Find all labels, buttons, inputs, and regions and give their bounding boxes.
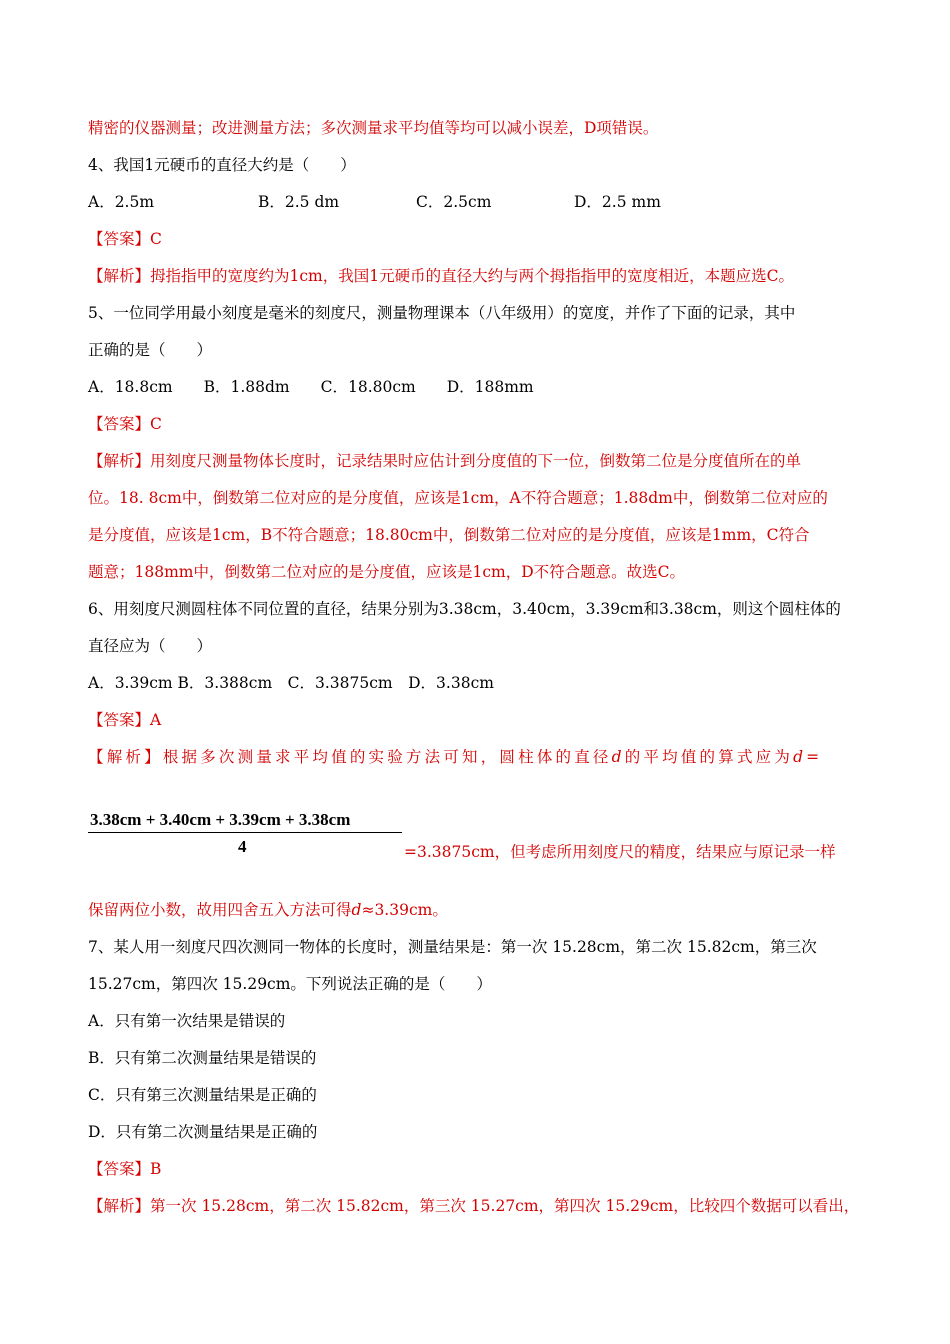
answer-4 xyxy=(88,229,162,249)
answer-tag: 【答案】 xyxy=(88,415,151,433)
question-7-option-a: A．只有第一次结果是错误的 xyxy=(88,1012,286,1030)
answer-value: C xyxy=(150,230,162,248)
variable-d: d xyxy=(611,748,625,766)
option-d: D．2.5 mm xyxy=(574,193,661,211)
question-7-option-b: B．只有第二次测量结果是错误的 xyxy=(88,1049,317,1067)
question-5-line-2: 正确的是（ ） xyxy=(88,341,213,359)
analysis-7 xyxy=(88,1196,859,1216)
answer-7 xyxy=(88,1159,161,1179)
analysis-text: 第一次 15.28cm，第二次 15.82cm，第三次 15.27cm，第四次 15.29cm，比较四个数据可以看出， xyxy=(150,1197,860,1215)
variable-d: d xyxy=(351,901,362,919)
analysis-tag: 【解析】 xyxy=(88,1197,151,1215)
analysis-tag: 【解析】 xyxy=(88,267,151,285)
analysis-text: 保留两位小数，故用四舍五入方法可得 xyxy=(88,901,352,919)
question-7-option-d: D．只有第二次测量结果是正确的 xyxy=(88,1123,318,1141)
question-6-line-1: 6、用刻度尺测圆柱体不同位置的直径，结果分别为3.38cm，3.40cm，3.39cm和3.38cm，则这个圆柱体的 xyxy=(88,600,841,618)
option-b: B．2.5 dm xyxy=(258,193,340,211)
analysis-line: 精密的仪器测量；改进测量方法；多次测量求平均值等均可以减小误差，D项错误。 xyxy=(88,119,659,137)
question-7-option-c: C．只有第三次测量结果是正确的 xyxy=(88,1086,317,1104)
option-a: A．2.5m xyxy=(88,193,155,211)
analysis-text: 的平均值的算式应为 xyxy=(624,748,794,766)
analysis-5-line-4: 题意；188mm中，倒数第二位对应的是分度值，应该是1cm，D不符合题意。故选C。 xyxy=(88,563,686,581)
question-4-options xyxy=(88,192,868,212)
analysis-5-line-2: 位。18. 8cm中，倒数第二位对应的是分度值，应该是1cm，A不符合题意；1.88dm中，倒数第二位对应的 xyxy=(88,489,828,507)
question-7-line-2: 15.27cm，第四次 15.29cm。下列说法正确的是（ ） xyxy=(88,975,492,993)
analysis-text: 拇指指甲的宽度约为1cm，我国1元硬币的直径大约与两个拇指指甲的宽度相近，本题应选C。 xyxy=(150,267,794,285)
fraction-numerator: 3.38cm + 3.40cm + 3.39cm + 3.38cm xyxy=(90,810,351,829)
question-5-options: A．18.8cm B．1.88dm C．18.80cm D．188mm xyxy=(88,378,534,396)
variable-d-equals: d= xyxy=(793,748,823,766)
question-6-options: A．3.39cm B．3.388cm C．3.3875cm D．3.38cm xyxy=(88,674,494,692)
analysis-6-line-3 xyxy=(88,900,448,920)
analysis-5-line-1 xyxy=(88,451,801,471)
answer-6 xyxy=(88,710,161,730)
analysis-5-line-3: 是分度值，应该是1cm，B不符合题意；18.80cm中，倒数第二位对应的是分度值，应该是1mm，C符合 xyxy=(88,526,810,544)
answer-value: C xyxy=(150,415,162,433)
fraction-bar xyxy=(88,832,402,833)
analysis-tag: 【解析】 xyxy=(88,748,163,766)
fraction-denominator: 4 xyxy=(238,837,247,856)
analysis-text: ≈3.39cm。 xyxy=(361,901,448,919)
analysis-6-line-2: =3.3875cm，但考虑所用刻度尺的精度，结果应与原记录一样 xyxy=(404,843,836,861)
question-6-line-2: 直径应为（ ） xyxy=(88,637,213,655)
option-c: C．2.5cm xyxy=(416,193,492,211)
answer-value: A xyxy=(150,711,162,729)
question-7-line-1: 7、某人用一刻度尺四次测同一物体的长度时，测量结果是：第一次 15.28cm，第二次 15.82cm，第三次 xyxy=(88,938,817,956)
question-4: 4、我国1元硬币的直径大约是（ ） xyxy=(88,156,356,174)
analysis-6-line-1 xyxy=(88,747,822,767)
analysis-text: 根据多次测量求平均值的实验方法可知，圆柱体的直径 xyxy=(162,748,612,766)
answer-value: B xyxy=(150,1160,162,1178)
answer-tag: 【答案】 xyxy=(88,1160,151,1178)
answer-5 xyxy=(88,414,162,434)
answer-tag: 【答案】 xyxy=(88,711,151,729)
analysis-text: 用刻度尺测量物体长度时，记录结果时应估计到分度值的下一位，倒数第二位是分度值所在的单 xyxy=(150,452,802,470)
analysis-4 xyxy=(88,266,794,286)
answer-tag: 【答案】 xyxy=(88,230,151,248)
question-5-line-1: 5、一位同学用最小刻度是毫米的刻度尺，测量物理课本（八年级用）的宽度，并作了下面的记录，其中 xyxy=(88,304,796,322)
analysis-tag: 【解析】 xyxy=(88,452,151,470)
